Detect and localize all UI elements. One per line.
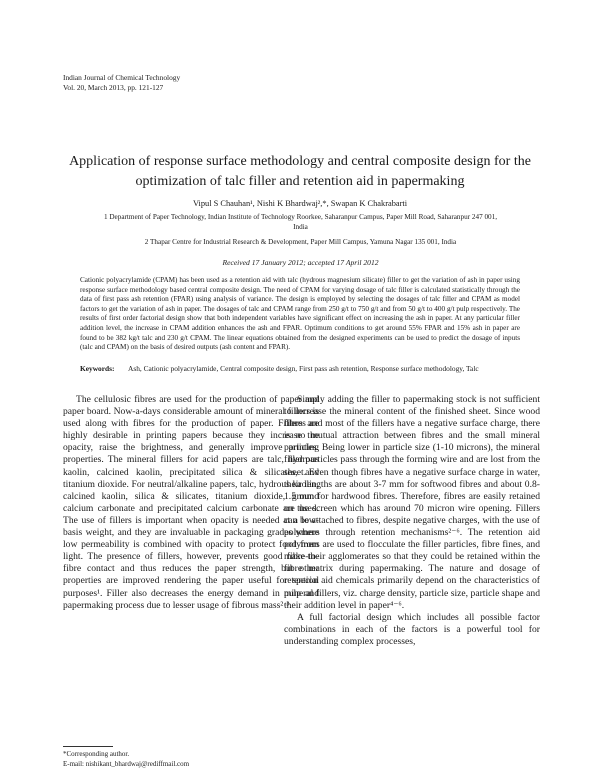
journal-issue: Vol. 20, March 2013, pp. 121-127 xyxy=(63,83,164,92)
abstract: Cationic polyacrylamide (CPAM) has been used as a retention aid with talc (hydrous magnesium silicate) filler to get the variation of ash in paper using response surface methodology based central composite design. The need of CPAM for varying dosage of talc filler is calculated statistically through the data of first pass ash retention (FPAR) using analysis of variance. The design is employed by selecting the dosages of talc filler and CPAM as model factors to get the variation of ash in paper. The dosages of talc and CPAM range from 250 g/t to 750 g/t and from 50 g/t to 400 g/t pulp respectively. The results of first order factorial design show that both independent variables have significant effect on increasing the ash in paper. At any particular filler addition level, the increase in CPAM addition enhances the ash and FPAR. Optimum conditions to get around 55% FPAR and 15% ash in paper are found to be 382 kg/t talc and 230 g/t CPAM. The linear equations obtained from the designed experiments can be used to predict the dosage of inputs (talc and CPAM) on the basis of desired outputs (ash content and FPAR). xyxy=(80,276,520,352)
body-paragraph: The cellulosic fibres are used for the production of paper and paper board. Now-a-days considerable amount of mineral fillers is used along with fibres for the production of paper. Fillers are highly desirable in printing papers because they increase the opacity, raise the brightness, and generally improve printing properties. The mineral fillers for acid papers are talc, hydrous kaolin, calcined kaolin, precipitated silica & silicates, and titanium dioxide. For neutral/alkaline papers, talc, hydrous kaolin, calcined kaolin, silica & silicates, titanium dioxide, ground calcium carbonate and precipitated calcium carbonate are used. The use of fillers is important when opacity is needed at a low-basis weight, and they are invaluable in packaging grades where low permeability is combined with opacity to protect food from light. The presence of fillers, however, prevents good fibre-to-fibre contact and thus reduces the paper strength, but other properties are improved rendering the paper useful for special purposes¹. Filler also decreases the energy demand in pulp and papermaking process due to lesser usage of fibrous mass²·³. xyxy=(63,394,319,611)
author-list: Vipul S Chauhan¹, Nishi K Bhardwaj²,*, Swapan K Chakrabarti xyxy=(192,199,408,208)
footnote xyxy=(63,750,189,769)
corresponding-author-note: *Corresponding author. xyxy=(63,750,130,758)
author-email: E-mail: nishikant_bhardwaj@rediffmail.com xyxy=(63,759,190,768)
paper-title: Application of response surface methodology and central composite design for the optimization of talc filler and retention aid in papermaking xyxy=(69,154,531,189)
body-column-right xyxy=(284,394,540,648)
journal-header xyxy=(63,73,180,93)
affiliation-2: 2 Thapar Centre for Industrial Research & Development, Paper Mill Campus, Yamuna Nagar 135 001, India xyxy=(144,238,457,246)
footnote-divider xyxy=(63,746,113,747)
body-column-left xyxy=(63,394,319,612)
affiliation-1: 1 Department of Paper Technology, Indian Institute of Technology Roorkee, Saharanpur Campus, Paper Mill Road, Saharanpur 247 001, India xyxy=(103,213,498,231)
keywords-text: Ash, Cationic polyacrylamide, Central composite design, First pass ash retention, Response surface methodology, Talc xyxy=(128,364,479,373)
body-paragraph: Simply adding the filler to papermaking stock is not sufficient to increase the mineral content of the finished sheet. Since wood fibres and most of the fillers have a negative surface charge, there is no mutual attraction between fibres and the small mineral particles. Being lower in particle size (1-10 microns), the mineral filler particles pass through the forming wire and are lost from the sheet. Even though fibres have a negative surface charge in water, their lengths are about 3-7 mm for softwood fibres and about 0.8-1.5 mm for hardwood fibres. Therefore, fibres are easily retained on the screen which has around 70 micron wire opening. Fillers can be attached to fibres, despite negative charges, with the use of polymers through retention mechanisms²⁻⁶. The retention aid polymers are used to flocculate the filler particles, fibre fines, and make their agglomerates so that they could be retained within the fibre matrix during papermaking. The nature and dosage of retention aid chemicals primarily depend on the characteristics of mineral fillers, viz. charge density, particle size, particle shape and their addition level in paper⁴⁻⁶. xyxy=(284,394,540,611)
journal-name: Indian Journal of Chemical Technology xyxy=(63,73,181,82)
keywords xyxy=(80,364,520,374)
keywords-label: Keywords: xyxy=(80,364,115,373)
body-paragraph: A full factorial design which includes all possible factor combinations in each of the factors is a powerful tool for understanding complex processes, xyxy=(284,611,540,647)
received-dates: Received 17 January 2012; accepted 17 April 2012 xyxy=(222,258,379,267)
